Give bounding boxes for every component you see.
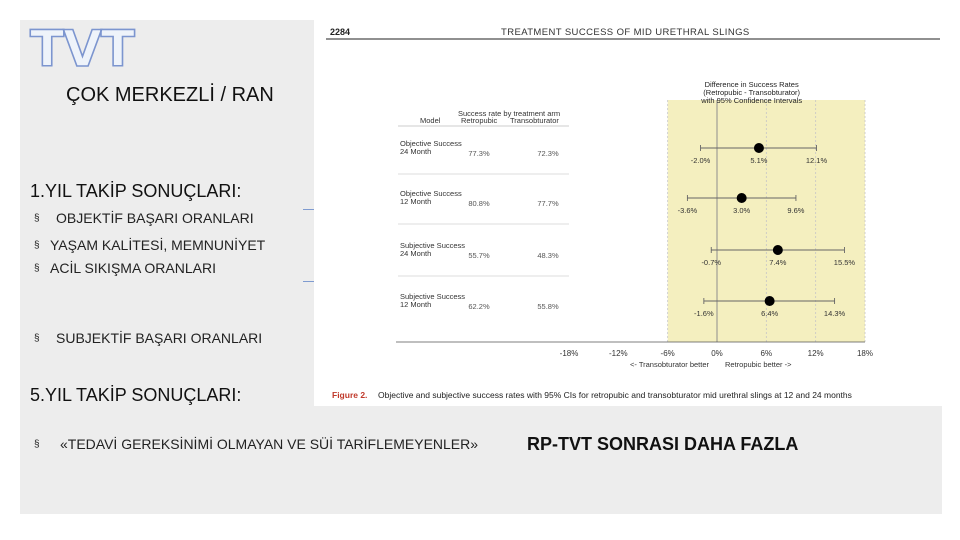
section2-item: § «TEDAVİ GEREKSİNİMİ OLMAYAN VE SÜİ TARİFLEMEYENLER» — [34, 436, 479, 452]
estimate-label: 6.4% — [761, 309, 779, 318]
bullet-icon: § — [34, 263, 40, 274]
retropubic-rate: 55.7% — [468, 251, 490, 260]
point-estimate-marker — [765, 296, 775, 306]
x-tick-label: -18% — [559, 349, 579, 358]
row-label: 12 Month — [400, 300, 432, 309]
transobturator-rate: 77.7% — [537, 199, 559, 208]
running-head: TREATMENT SUCCESS OF MID URETHRAL SLINGS — [501, 27, 750, 38]
point-estimate-marker — [773, 245, 783, 255]
forest-plot-svg — [314, 20, 942, 406]
xlabel-left: <- Transobturator better — [630, 360, 709, 369]
row-label: Subjective Success — [400, 292, 466, 301]
point-estimate-marker — [737, 193, 747, 203]
chart-title-line: with 95% Confidence Intervals — [701, 96, 803, 105]
retropubic-rate: 77.3% — [468, 149, 490, 158]
point-estimate-marker — [754, 143, 764, 153]
ci-lower-label: -1.6% — [694, 309, 714, 318]
section1-item-3: § ACİL SIKIŞMA ORANLARI — [34, 260, 216, 276]
tvt-logo: TVT — [30, 20, 134, 78]
x-tick-label: 0% — [711, 349, 723, 358]
column-header-model: Model — [420, 116, 441, 125]
xlabel-right: Retropubic better -> — [725, 360, 792, 369]
estimate-label: 3.0% — [733, 206, 751, 215]
table-header: Success rate by treatment arm — [458, 109, 561, 118]
slide-subtitle: ÇOK MERKEZLİ / RAN — [66, 84, 274, 106]
page-number: 2284 — [330, 27, 351, 37]
retropubic-rate: 80.8% — [468, 199, 490, 208]
bullet-icon: § — [34, 240, 40, 251]
bullet-icon: § — [34, 333, 40, 344]
ci-upper-label: 15.5% — [833, 258, 856, 267]
estimate-label: 5.1% — [750, 156, 768, 165]
transobturator-rate: 48.3% — [537, 251, 559, 260]
column-header-transobturator: Transobturator — [510, 116, 559, 125]
forest-plot-figure — [314, 20, 942, 406]
section1-item-1: § OBJEKTİF BAŞARI ORANLARI — [34, 210, 254, 226]
caption-label: Figure 2. — [332, 390, 368, 400]
ci-upper-label: 9.6% — [787, 206, 805, 215]
ci-lower-label: -2.0% — [690, 156, 711, 165]
transobturator-rate: 55.8% — [537, 302, 559, 311]
estimate-label: 7.4% — [769, 258, 787, 267]
row-label: Objective Success — [400, 139, 462, 148]
caption-text: Objective and subjective success rates with 95% CIs for retropubic and transobturator mid urethral slings at 12 and 24 months — [378, 390, 852, 400]
section1-title: 1.YIL TAKİP SONUÇLARI: — [30, 181, 242, 201]
x-tick-label: -6% — [660, 349, 675, 358]
retropubic-rate: 62.2% — [468, 302, 490, 311]
row-label: Objective Success — [400, 189, 462, 198]
column-header-retropubic: Retropubic — [461, 116, 498, 125]
row-label: 12 Month — [400, 197, 432, 206]
section1-item-2: § YAŞAM KALİTESİ, MEMNUNİYET — [34, 237, 266, 253]
x-tick-label: 12% — [807, 349, 824, 358]
row-label: 24 Month — [400, 249, 432, 258]
ci-lower-label: -0.7% — [701, 258, 722, 267]
x-tick-label: 6% — [760, 349, 773, 358]
x-tick-label: 18% — [856, 349, 874, 358]
transobturator-rate: 72.3% — [537, 149, 559, 158]
bullet-icon: § — [34, 213, 40, 224]
chart-title-line: (Retropubic - Transobturator) — [703, 88, 801, 97]
chart-title-line: Difference in Success Rates — [704, 80, 799, 89]
bullet-icon: § — [34, 439, 40, 450]
x-tick-label: -12% — [608, 349, 628, 358]
section2-title: 5.YIL TAKİP SONUÇLARI: — [30, 385, 242, 405]
section1-item-4: § SUBJEKTİF BAŞARI ORANLARI — [34, 330, 263, 346]
emphasis-text: RP-TVT SONRASI DAHA FAZLA — [527, 434, 799, 454]
row-label: Subjective Success — [400, 241, 466, 250]
ci-upper-label: 12.1% — [805, 156, 828, 165]
ci-upper-label: 14.3% — [823, 309, 846, 318]
ci-lower-label: -3.6% — [677, 206, 698, 215]
row-label: 24 Month — [400, 147, 432, 156]
